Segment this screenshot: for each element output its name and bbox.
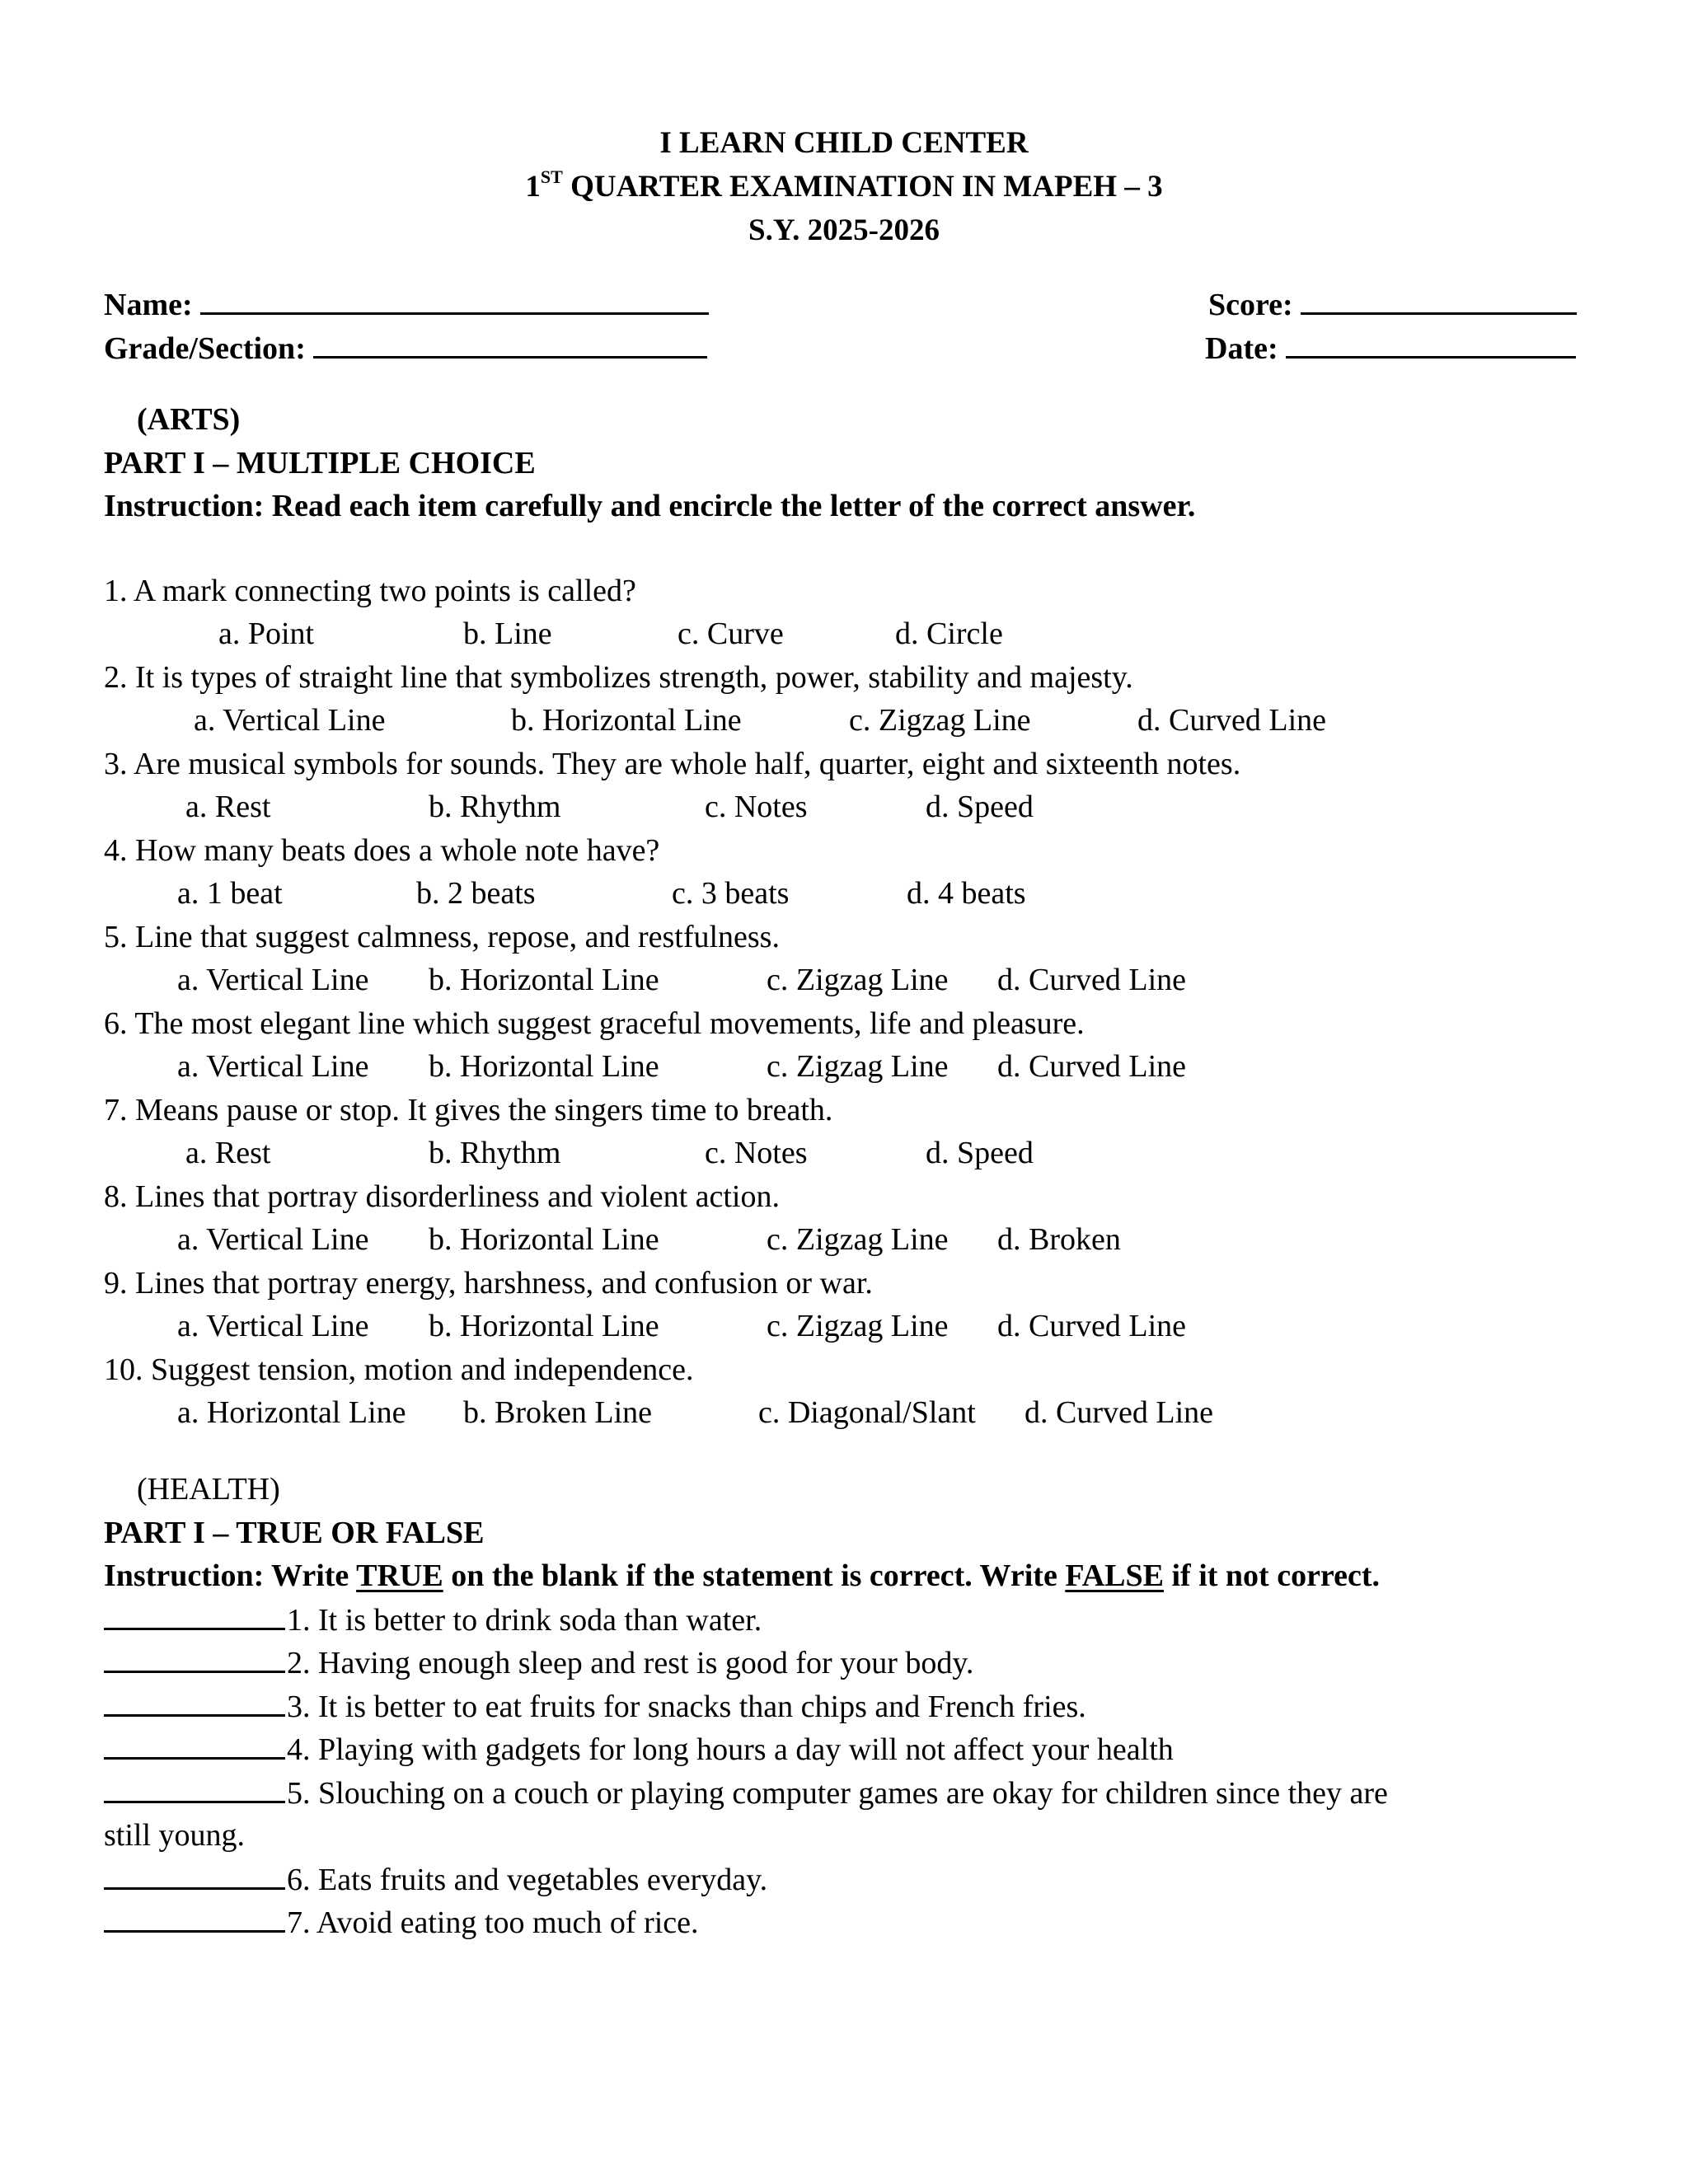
health-instruction [104,1558,1380,1594]
question-9-choice-a[interactable]: a. Vertical Line [177,1309,369,1343]
question-4-choice-b[interactable]: b. 2 beats [416,876,536,911]
exam-title-text: QUARTER EXAMINATION IN MAPEH – 3 [570,170,1163,204]
question-1-choice-d[interactable]: d. Circle [895,616,1003,651]
question-8-choice-b[interactable]: b. Horizontal Line [429,1222,659,1257]
instruction-true-word: TRUE [356,1558,443,1593]
school-year: S.Y. 2025-2026 [748,213,940,247]
question-9-choice-c[interactable]: c. Zigzag Line [767,1309,949,1343]
date-field [1205,328,1576,367]
exam-title [0,166,1688,204]
question-10-choice-b[interactable]: b. Broken Line [463,1395,653,1430]
question-1-choice-a[interactable]: a. Point [218,616,315,651]
tf-item-4 [104,1731,1174,1768]
tf-item-text: 7. Avoid eating too much of rice. [287,1905,699,1940]
grade-section-field [104,328,707,367]
question-6-choice-d[interactable]: d. Curved Line [997,1049,1187,1084]
question-4-choice-d[interactable]: d. 4 beats [907,876,1026,911]
name-label: Name: [104,288,193,322]
question-5: 5. Line that suggest calmness, repose, and restfulness. [104,920,780,954]
arts-instruction: Instruction: Read each item carefully and encircle the letter of the correct answer. [104,489,1196,523]
question-2-choice-c[interactable]: c. Zigzag Line [849,703,1031,738]
question-2-choice-b[interactable]: b. Horizontal Line [511,703,742,738]
tf-answer-blank[interactable] [104,1644,285,1673]
question-1: 1. A mark connecting two points is called? [104,574,636,608]
tf-item-text: 4. Playing with gadgets for long hours a day will not affect your health [287,1732,1174,1767]
tf-item-2 [104,1644,973,1681]
question-3-choice-c[interactable]: c. Notes [705,790,808,824]
question-6-choice-b[interactable]: b. Horizontal Line [429,1049,659,1084]
question-9-choice-d[interactable]: d. Curved Line [997,1309,1187,1343]
question-8-choice-c[interactable]: c. Zigzag Line [767,1222,949,1257]
question-9-choice-b[interactable]: b. Horizontal Line [429,1309,659,1343]
tf-answer-blank[interactable] [104,1774,285,1803]
question-1-choice-c[interactable]: c. Curve [678,616,784,651]
score-field [1208,284,1577,323]
question-5-choice-c[interactable]: c. Zigzag Line [767,963,949,997]
score-blank[interactable] [1301,284,1577,315]
date-blank[interactable] [1286,328,1576,359]
name-field [104,284,709,323]
question-10-choice-d[interactable]: d. Curved Line [1025,1395,1214,1430]
question-3-choice-b[interactable]: b. Rhythm [429,790,561,824]
date-label: Date: [1205,331,1278,366]
question-6-choice-c[interactable]: c. Zigzag Line [767,1049,949,1084]
question-3: 3. Are musical symbols for sounds. They are whole half, quarter, eight and sixteenth notes. [104,747,1241,781]
question-3-choice-d[interactable]: d. Speed [926,790,1034,824]
arts-part-heading: PART I – MULTIPLE CHOICE [104,446,536,480]
tf-item-7 [104,1904,699,1941]
tf-item-text: 5. Slouching on a couch or playing computer games are okay for children since they are [287,1776,1388,1811]
tf-item-text: 6. Eats fruits and vegetables everyday. [287,1863,768,1897]
question-8-choice-a[interactable]: a. Vertical Line [177,1222,369,1257]
tf-item-text: 1. It is better to drink soda than water. [287,1603,762,1638]
question-7-choice-a[interactable]: a. Rest [185,1136,271,1170]
tf-item-3 [104,1688,1086,1725]
health-section-heading: (HEALTH) [137,1472,280,1507]
question-8-choice-d[interactable]: d. Broken [997,1222,1121,1257]
instruction-false-word: FALSE [1065,1558,1164,1593]
instruction-text-2: on the blank if the statement is correct. Write [443,1558,1066,1593]
tf-item-5-continuation: still young. [104,1818,246,1853]
question-1-choice-b[interactable]: b. Line [463,616,552,651]
question-5-choice-b[interactable]: b. Horizontal Line [429,963,659,997]
question-7-choice-b[interactable]: b. Rhythm [429,1136,561,1170]
instruction-text-3: if it not correct. [1163,1558,1380,1593]
question-7-choice-c[interactable]: c. Notes [705,1136,808,1170]
question-2-choice-a[interactable]: a. Vertical Line [194,703,386,738]
tf-item-5 [104,1774,1388,1811]
tf-answer-blank[interactable] [104,1731,285,1760]
question-10: 10. Suggest tension, motion and independence. [104,1352,694,1387]
question-10-choice-c[interactable]: c. Diagonal/Slant [758,1395,976,1430]
tf-item-text: 3. It is better to eat fruits for snacks than chips and French fries. [287,1690,1086,1724]
question-4-choice-a[interactable]: a. 1 beat [177,876,283,911]
tf-answer-blank[interactable] [104,1861,285,1890]
exam-number: 1 [525,170,541,204]
instruction-text-1: Instruction: Write [104,1558,357,1593]
question-6-choice-a[interactable]: a. Vertical Line [177,1049,369,1084]
grade-section-label: Grade/Section: [104,331,306,366]
question-7: 7. Means pause or stop. It gives the singers time to breath. [104,1093,833,1127]
question-8: 8. Lines that portray disorderliness and violent action. [104,1179,780,1214]
question-3-choice-a[interactable]: a. Rest [185,790,271,824]
tf-answer-blank[interactable] [104,1601,285,1630]
question-6: 6. The most elegant line which suggest graceful movements, life and pleasure. [104,1006,1085,1041]
question-4-choice-c[interactable]: c. 3 beats [672,876,790,911]
question-5-choice-a[interactable]: a. Vertical Line [177,963,369,997]
tf-item-6 [104,1861,767,1898]
school-name: I LEARN CHILD CENTER [659,126,1029,160]
question-9: 9. Lines that portray energy, harshness, and confusion or war. [104,1266,873,1301]
name-blank[interactable] [200,284,709,315]
score-label: Score: [1208,288,1293,322]
tf-item-text: 2. Having enough sleep and rest is good for your body. [287,1646,974,1680]
question-2-choice-d[interactable]: d. Curved Line [1137,703,1327,738]
health-part-heading: PART I – TRUE OR FALSE [104,1516,485,1550]
question-10-choice-a[interactable]: a. Horizontal Line [177,1395,406,1430]
question-5-choice-d[interactable]: d. Curved Line [997,963,1187,997]
arts-section-heading: (ARTS) [137,402,241,437]
exam-number-suffix: ST [540,166,563,187]
tf-answer-blank[interactable] [104,1904,285,1933]
grade-section-blank[interactable] [313,328,707,359]
question-7-choice-d[interactable]: d. Speed [926,1136,1034,1170]
question-2: 2. It is types of straight line that symbolizes strength, power, stability and majesty. [104,660,1133,695]
question-4: 4. How many beats does a whole note have? [104,833,660,868]
tf-item-1 [104,1601,762,1638]
tf-answer-blank[interactable] [104,1688,285,1717]
